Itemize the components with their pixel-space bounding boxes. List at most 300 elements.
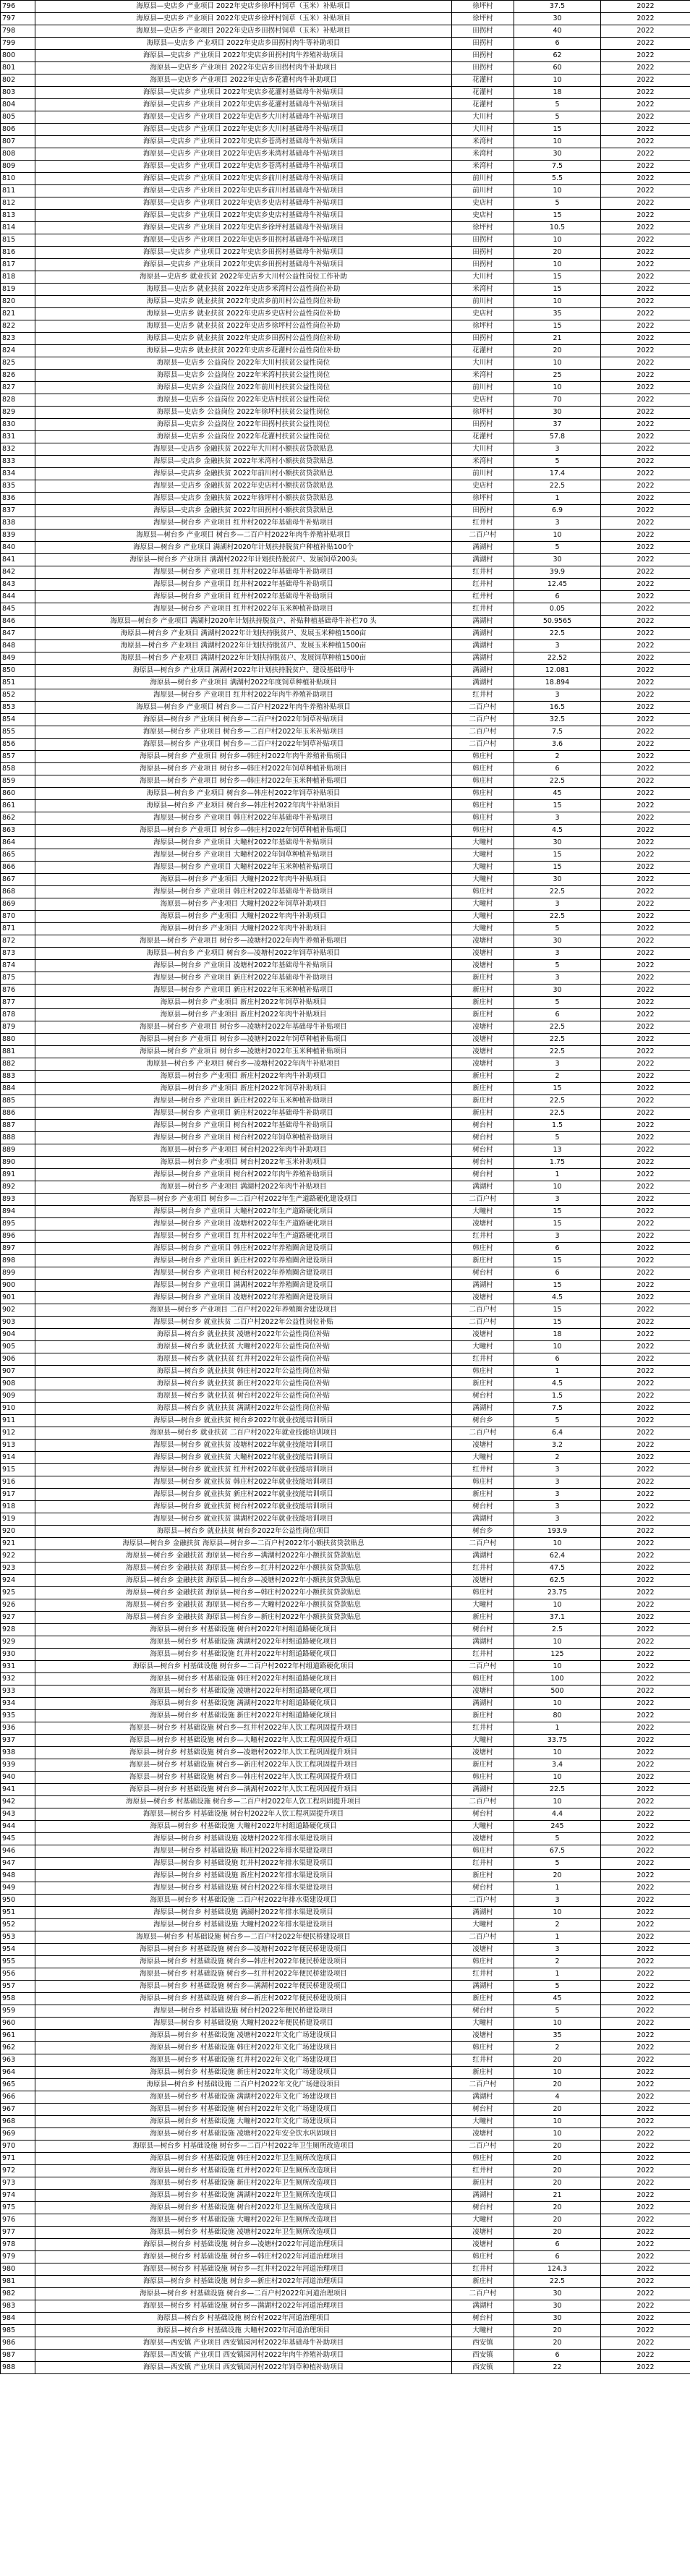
table-row xyxy=(1,566,690,579)
project-name-cell: 海原县—树台乡 村基础设施 满湖村2022年文化广场建设项目 xyxy=(35,2091,452,2104)
project-name-cell: 海原县—史店乡 产业项目 2022年史店乡史店村基础母牛补贴项目 xyxy=(35,210,452,222)
amount-cell: 5 xyxy=(514,1132,601,1144)
year-cell: 2022 xyxy=(601,530,690,542)
table-row xyxy=(1,2239,690,2251)
row-number-cell: 956 xyxy=(1,1968,35,1981)
year-cell: 2022 xyxy=(601,2190,690,2202)
row-number-cell: 864 xyxy=(1,837,35,849)
table-row xyxy=(1,2165,690,2177)
location-cell: 韩庄村 xyxy=(452,1772,514,1784)
row-number-cell: 961 xyxy=(1,2030,35,2042)
location-cell: 韩庄村 xyxy=(452,2042,514,2054)
location-cell: 树台村 xyxy=(452,1501,514,1513)
row-number-cell: 903 xyxy=(1,1317,35,1329)
location-cell: 凌塘村 xyxy=(452,2128,514,2141)
year-cell: 2022 xyxy=(601,911,690,923)
project-name-cell: 海原县—史店乡 公益岗位 2022年大川村扶贫公益性岗位 xyxy=(35,357,452,370)
project-name-cell: 海原县—树台乡 产业项目 树台乡—韩庄村2022年肉牛补贴项目 xyxy=(35,800,452,812)
year-cell: 2022 xyxy=(601,370,690,382)
row-number-cell: 856 xyxy=(1,739,35,751)
amount-cell: 2 xyxy=(514,2042,601,2054)
location-cell: 红井村 xyxy=(452,1858,514,1870)
year-cell: 2022 xyxy=(601,1907,690,1919)
table-row xyxy=(1,419,690,431)
amount-cell: 4.5 xyxy=(514,1378,601,1390)
project-name-cell: 海原县—树台乡 就业扶贫 凌塘村2022年就业技能培训项目 xyxy=(35,1440,452,1452)
location-cell: 满湖村 xyxy=(452,1280,514,1292)
year-cell: 2022 xyxy=(601,124,690,136)
amount-cell: 37 xyxy=(514,419,601,431)
amount-cell: 35 xyxy=(514,2030,601,2042)
table-row xyxy=(1,1563,690,1575)
year-cell: 2022 xyxy=(601,1403,690,1415)
location-cell: 二百户村 xyxy=(452,1661,514,1673)
year-cell: 2022 xyxy=(601,480,690,493)
table-row xyxy=(1,2350,690,2362)
year-cell: 2022 xyxy=(601,1808,690,1821)
year-cell: 2022 xyxy=(601,1624,690,1636)
project-name-cell: 海原县—树台乡 村基础设施 韩庄村2022年村组道路硬化项目 xyxy=(35,1673,452,1686)
table-row xyxy=(1,161,690,173)
amount-cell: 10 xyxy=(514,382,601,394)
row-number-cell: 858 xyxy=(1,763,35,775)
project-name-cell: 海原县—树台乡 产业项目 树台乡—韩庄村2022年饲草种植补贴项目 xyxy=(35,825,452,837)
amount-cell: 3.4 xyxy=(514,1759,601,1772)
project-name-cell: 海原县—树台乡 村基础设施 树台乡—红井村2022年便民桥建设项目 xyxy=(35,1968,452,1981)
amount-cell: 1 xyxy=(514,1882,601,1895)
amount-cell: 15 xyxy=(514,124,601,136)
project-name-cell: 海原县—史店乡 产业项目 2022年史店乡花灌村基础母牛补贴项目 xyxy=(35,87,452,99)
row-number-cell: 984 xyxy=(1,2313,35,2325)
table-row xyxy=(1,1046,690,1058)
row-number-cell: 862 xyxy=(1,812,35,825)
table-row xyxy=(1,1919,690,1931)
year-cell: 2022 xyxy=(601,554,690,566)
location-cell: 新庄村 xyxy=(452,1993,514,2005)
location-cell: 二百户村 xyxy=(452,2079,514,2091)
amount-cell: 40 xyxy=(514,25,601,38)
row-number-cell: 915 xyxy=(1,1464,35,1476)
table-row xyxy=(1,2300,690,2313)
row-number-cell: 881 xyxy=(1,1046,35,1058)
row-number-cell: 957 xyxy=(1,1981,35,1993)
row-number-cell: 892 xyxy=(1,1181,35,1194)
amount-cell: 5 xyxy=(514,2005,601,2018)
location-cell: 大疃村 xyxy=(452,874,514,886)
project-name-cell: 海原县—史店乡 产业项目 2022年史店乡徐坪村基础母牛补贴项目 xyxy=(35,222,452,234)
project-name-cell: 海原县—树台乡 产业项目 凌塘村2022年基础母牛补贴项目 xyxy=(35,960,452,972)
row-number-cell: 894 xyxy=(1,1206,35,1218)
amount-cell: 10 xyxy=(514,530,601,542)
project-name-cell: 海原县—树台乡 产业项目 树台村2022年肉牛养殖补助项目 xyxy=(35,1169,452,1181)
table-row xyxy=(1,2104,690,2116)
row-number-cell: 908 xyxy=(1,1378,35,1390)
row-number-cell: 926 xyxy=(1,1599,35,1612)
location-cell: 二百户村 xyxy=(452,739,514,751)
amount-cell: 15 xyxy=(514,1255,601,1267)
year-cell: 2022 xyxy=(601,1317,690,1329)
project-name-cell: 海原县—树台乡 产业项目 新庄村2022年肉牛补助项目 xyxy=(35,1071,452,1083)
year-cell: 2022 xyxy=(601,1858,690,1870)
table-row xyxy=(1,357,690,370)
project-name-cell: 海原县—史店乡 产业项目 2022年史店乡苍湾村基础母牛补贴项目 xyxy=(35,161,452,173)
amount-cell: 22.5 xyxy=(514,2276,601,2288)
amount-cell: 3 xyxy=(514,1944,601,1956)
project-name-cell: 海原县—史店乡 就业扶贫 2022年史店乡大川村公益性岗位工作补助 xyxy=(35,271,452,284)
location-cell: 米湾村 xyxy=(452,148,514,161)
row-number-cell: 826 xyxy=(1,370,35,382)
location-cell: 树台村 xyxy=(452,2005,514,2018)
table-row xyxy=(1,935,690,948)
project-name-cell: 海原县—树台乡 产业项目 树台村2022年养殖圈舍建设项目 xyxy=(35,1267,452,1280)
year-cell: 2022 xyxy=(601,2350,690,2362)
location-cell: 满湖村 xyxy=(452,1513,514,1526)
amount-cell: 3 xyxy=(514,1489,601,1501)
project-name-cell: 海原县—树台乡 村基础设施 二百户村2022年文化广场建设项目 xyxy=(35,2079,452,2091)
row-number-cell: 814 xyxy=(1,222,35,234)
project-name-cell: 海原县—树台乡 就业扶贫 满湖村2022年公益性岗位补贴 xyxy=(35,1403,452,1415)
location-cell: 新庄村 xyxy=(452,1071,514,1083)
location-cell: 前川村 xyxy=(452,173,514,185)
year-cell: 2022 xyxy=(601,1550,690,1563)
row-number-cell: 979 xyxy=(1,2251,35,2263)
project-name-cell: 海原县—树台乡 产业项目 树台乡—凌塘村2022年肉牛养殖补贴项目 xyxy=(35,935,452,948)
amount-cell: 30 xyxy=(514,13,601,25)
row-number-cell: 799 xyxy=(1,38,35,50)
location-cell: 二百户村 xyxy=(452,726,514,739)
table-row xyxy=(1,1944,690,1956)
location-cell: 满湖村 xyxy=(452,542,514,554)
year-cell: 2022 xyxy=(601,259,690,271)
amount-cell: 10 xyxy=(514,75,601,87)
row-number-cell: 855 xyxy=(1,726,35,739)
location-cell: 二百户村 xyxy=(452,1931,514,1944)
year-cell: 2022 xyxy=(601,2300,690,2313)
table-row xyxy=(1,1071,690,1083)
row-number-cell: 827 xyxy=(1,382,35,394)
location-cell: 大疃村 xyxy=(452,1919,514,1931)
amount-cell: 7.5 xyxy=(514,1403,601,1415)
table-row xyxy=(1,75,690,87)
project-name-cell: 海原县—树台乡 村基础设施 树台乡—凌塘村2022年人饮工程巩固提升项目 xyxy=(35,1747,452,1759)
location-cell: 田拐村 xyxy=(452,25,514,38)
year-cell: 2022 xyxy=(601,1218,690,1230)
year-cell: 2022 xyxy=(601,763,690,775)
year-cell: 2022 xyxy=(601,2042,690,2054)
year-cell: 2022 xyxy=(601,2067,690,2079)
amount-cell: 1.5 xyxy=(514,1120,601,1132)
project-name-cell: 海原县—史店乡 产业项目 2022年史店乡田拐村基础母牛补贴项目 xyxy=(35,259,452,271)
amount-cell: 45 xyxy=(514,788,601,800)
project-name-cell: 海原县—树台乡 村基础设施 树台村2022年河道治理项目 xyxy=(35,2313,452,2325)
table-row xyxy=(1,1329,690,1341)
row-number-cell: 847 xyxy=(1,628,35,640)
table-row xyxy=(1,2042,690,2054)
year-cell: 2022 xyxy=(601,1710,690,1722)
row-number-cell: 940 xyxy=(1,1772,35,1784)
amount-cell: 1 xyxy=(514,1722,601,1735)
amount-cell: 10 xyxy=(514,1796,601,1808)
project-name-cell: 海原县—树台乡 产业项目 新庄村2022年养殖圈舍建设项目 xyxy=(35,1255,452,1267)
location-cell: 田拐村 xyxy=(452,38,514,50)
table-row xyxy=(1,370,690,382)
row-number-cell: 880 xyxy=(1,1034,35,1046)
year-cell: 2022 xyxy=(601,2153,690,2165)
amount-cell: 30 xyxy=(514,985,601,997)
year-cell: 2022 xyxy=(601,1489,690,1501)
amount-cell: 20 xyxy=(514,2141,601,2153)
location-cell: 米湾村 xyxy=(452,136,514,148)
project-name-cell: 海原县—树台乡 村基础设施 凌塘村2022年村组道路硬化项目 xyxy=(35,1686,452,1698)
table-row xyxy=(1,308,690,320)
project-name-cell: 海原县—史店乡 产业项目 2022年史店乡田拐村饲草（玉米）补贴项目 xyxy=(35,25,452,38)
year-cell: 2022 xyxy=(601,923,690,935)
project-name-cell: 海原县—史店乡 产业项目 2022年史店乡田拐村肉牛补助项目 xyxy=(35,62,452,75)
amount-cell: 15 xyxy=(514,1304,601,1317)
location-cell: 二百户村 xyxy=(452,1194,514,1206)
table-row xyxy=(1,1599,690,1612)
table-row xyxy=(1,1956,690,1968)
year-cell: 2022 xyxy=(601,788,690,800)
year-cell: 2022 xyxy=(601,652,690,665)
project-name-cell: 海原县—史店乡 就业扶贫 2022年史店乡米湾村公益性岗位补助 xyxy=(35,284,452,296)
amount-cell: 15 xyxy=(514,800,601,812)
row-number-cell: 917 xyxy=(1,1489,35,1501)
table-row xyxy=(1,50,690,62)
row-number-cell: 851 xyxy=(1,677,35,689)
table-row xyxy=(1,1673,690,1686)
year-cell: 2022 xyxy=(601,197,690,210)
year-cell: 2022 xyxy=(601,849,690,862)
amount-cell: 15 xyxy=(514,1280,601,1292)
location-cell: 红井村 xyxy=(452,1722,514,1735)
year-cell: 2022 xyxy=(601,419,690,431)
location-cell: 凌塘村 xyxy=(452,1747,514,1759)
location-cell: 满湖村 xyxy=(452,2091,514,2104)
location-cell: 前川村 xyxy=(452,468,514,480)
year-cell: 2022 xyxy=(601,271,690,284)
table-row xyxy=(1,628,690,640)
location-cell: 徐坪村 xyxy=(452,493,514,505)
table-row xyxy=(1,739,690,751)
row-number-cell: 968 xyxy=(1,2116,35,2128)
amount-cell: 22.5 xyxy=(514,1784,601,1796)
table-row xyxy=(1,2227,690,2239)
project-name-cell: 海原县—树台乡 产业项目 树台村2022年饲草种植补助项目 xyxy=(35,1132,452,1144)
row-number-cell: 896 xyxy=(1,1230,35,1243)
location-cell: 大川村 xyxy=(452,124,514,136)
amount-cell: 5 xyxy=(514,923,601,935)
table-row xyxy=(1,247,690,259)
year-cell: 2022 xyxy=(601,2313,690,2325)
project-name-cell: 海原县—树台乡 村基础设施 新庄村2022年文化广场建设项目 xyxy=(35,2067,452,2079)
table-row xyxy=(1,2251,690,2263)
location-cell: 凌塘村 xyxy=(452,948,514,960)
row-number-cell: 962 xyxy=(1,2042,35,2054)
year-cell: 2022 xyxy=(601,2116,690,2128)
location-cell: 米湾村 xyxy=(452,284,514,296)
project-name-cell: 海原县—树台乡 村基础设施 二百户村2022年排水渠建设项目 xyxy=(35,1895,452,1907)
amount-cell: 62.5 xyxy=(514,1575,601,1587)
location-cell: 树台村 xyxy=(452,1169,514,1181)
table-row xyxy=(1,530,690,542)
location-cell: 大疃村 xyxy=(452,1452,514,1464)
amount-cell: 22.5 xyxy=(514,1046,601,1058)
table-row xyxy=(1,1181,690,1194)
year-cell: 2022 xyxy=(601,898,690,911)
year-cell: 2022 xyxy=(601,1538,690,1550)
amount-cell: 15 xyxy=(514,320,601,333)
amount-cell: 3 xyxy=(514,1464,601,1476)
amount-cell: 30 xyxy=(514,554,601,566)
location-cell: 大疃村 xyxy=(452,849,514,862)
project-name-cell: 海原县—树台乡 就业扶贫 韩庄村2022年公益性岗位补贴 xyxy=(35,1366,452,1378)
year-cell: 2022 xyxy=(601,2054,690,2067)
amount-cell: 33.75 xyxy=(514,1735,601,1747)
project-name-cell: 海原县—树台乡 村基础设施 树台乡—新庄村2022年便民桥建设项目 xyxy=(35,1993,452,2005)
location-cell: 红井村 xyxy=(452,603,514,616)
amount-cell: 39.9 xyxy=(514,566,601,579)
amount-cell: 5 xyxy=(514,1833,601,1845)
year-cell: 2022 xyxy=(601,1194,690,1206)
year-cell: 2022 xyxy=(601,382,690,394)
project-name-cell: 海原县—树台乡 产业项目 树台乡—凌塘村2022年基础母牛补贴项目 xyxy=(35,1021,452,1034)
row-number-cell: 893 xyxy=(1,1194,35,1206)
table-row xyxy=(1,825,690,837)
location-cell: 树台村 xyxy=(452,1882,514,1895)
project-name-cell: 海原县—树台乡 产业项目 大疃村2022年玉米种植补贴项目 xyxy=(35,862,452,874)
amount-cell: 15 xyxy=(514,1206,601,1218)
amount-cell: 10 xyxy=(514,185,601,197)
row-number-cell: 823 xyxy=(1,333,35,345)
location-cell: 二百户村 xyxy=(452,2141,514,2153)
project-name-cell: 海原县—树台乡 产业项目 树台村2022年基础母牛补助项目 xyxy=(35,1120,452,1132)
table-row xyxy=(1,394,690,407)
row-number-cell: 952 xyxy=(1,1919,35,1931)
project-name-cell: 海原县—树台乡 村基础设施 树台乡—凌塘村2022年便民桥建设项目 xyxy=(35,1944,452,1956)
project-name-cell: 海原县—史店乡 金融扶贫 2022年史店村小额扶贫贷款贴息 xyxy=(35,480,452,493)
location-cell: 史店村 xyxy=(452,394,514,407)
amount-cell: 20 xyxy=(514,2079,601,2091)
year-cell: 2022 xyxy=(601,1120,690,1132)
row-number-cell: 807 xyxy=(1,136,35,148)
row-number-cell: 966 xyxy=(1,2091,35,2104)
project-name-cell: 海原县—树台乡 金融扶贫 海原县—树台乡—大疃村2022年小额扶贫贷款贴息 xyxy=(35,1599,452,1612)
year-cell: 2022 xyxy=(601,345,690,357)
year-cell: 2022 xyxy=(601,2165,690,2177)
amount-cell: 22.5 xyxy=(514,911,601,923)
amount-cell: 20 xyxy=(514,1870,601,1882)
location-cell: 米湾村 xyxy=(452,456,514,468)
amount-cell: 2 xyxy=(514,1919,601,1931)
location-cell: 满湖村 xyxy=(452,1636,514,1649)
location-cell: 凌塘村 xyxy=(452,1292,514,1304)
row-number-cell: 877 xyxy=(1,997,35,1009)
project-name-cell: 海原县—树台乡 金融扶贫 海原县—树台乡—满湖村2022年小额扶贫贷款贴息 xyxy=(35,1550,452,1563)
row-number-cell: 844 xyxy=(1,591,35,603)
location-cell: 树台村 xyxy=(452,1132,514,1144)
amount-cell: 22 xyxy=(514,2362,601,2374)
table-row xyxy=(1,1649,690,1661)
project-name-cell: 海原县—树台乡 产业项目 新庄村2022年基础母牛补助项目 xyxy=(35,1108,452,1120)
table-row xyxy=(1,407,690,419)
year-cell: 2022 xyxy=(601,1206,690,1218)
year-cell: 2022 xyxy=(601,948,690,960)
amount-cell: 2.5 xyxy=(514,1624,601,1636)
year-cell: 2022 xyxy=(601,1427,690,1440)
amount-cell: 10 xyxy=(514,1599,601,1612)
amount-cell: 10 xyxy=(514,2067,601,2079)
table-row xyxy=(1,2313,690,2325)
amount-cell: 3 xyxy=(514,1230,601,1243)
year-cell: 2022 xyxy=(601,1612,690,1624)
project-name-cell: 海原县—树台乡 村基础设施 凌塘村2022年排水渠建设项目 xyxy=(35,1833,452,1845)
table-row xyxy=(1,1833,690,1845)
year-cell: 2022 xyxy=(601,1981,690,1993)
table-row xyxy=(1,2018,690,2030)
location-cell: 徐坪村 xyxy=(452,222,514,234)
year-cell: 2022 xyxy=(601,628,690,640)
location-cell: 凌塘村 xyxy=(452,1046,514,1058)
amount-cell: 62.4 xyxy=(514,1550,601,1563)
location-cell: 满湖村 xyxy=(452,628,514,640)
amount-cell: 20 xyxy=(514,2202,601,2214)
row-number-cell: 874 xyxy=(1,960,35,972)
row-number-cell: 897 xyxy=(1,1243,35,1255)
amount-cell: 10 xyxy=(514,2018,601,2030)
table-row xyxy=(1,1624,690,1636)
project-name-cell: 海原县—树台乡 产业项目 满湖村2022年计划扶持脱贫户、发展饲草200头 xyxy=(35,554,452,566)
table-row xyxy=(1,1476,690,1489)
table-row xyxy=(1,1993,690,2005)
location-cell: 田拐村 xyxy=(452,50,514,62)
year-cell: 2022 xyxy=(601,886,690,898)
table-row xyxy=(1,38,690,50)
row-number-cell: 815 xyxy=(1,234,35,247)
project-name-cell: 海原县—树台乡 就业扶贫 树台乡2022年公益性岗位项目 xyxy=(35,1526,452,1538)
table-row xyxy=(1,1698,690,1710)
location-cell: 韩庄村 xyxy=(452,2153,514,2165)
table-row xyxy=(1,1120,690,1132)
row-number-cell: 967 xyxy=(1,2104,35,2116)
project-name-cell: 海原县—史店乡 金融扶贫 2022年前川村小额扶贫贷款贴息 xyxy=(35,468,452,480)
amount-cell: 15 xyxy=(514,284,601,296)
year-cell: 2022 xyxy=(601,1230,690,1243)
row-number-cell: 899 xyxy=(1,1267,35,1280)
table-row xyxy=(1,1895,690,1907)
year-cell: 2022 xyxy=(601,1353,690,1366)
location-cell: 大疃村 xyxy=(452,2116,514,2128)
table-row xyxy=(1,1341,690,1353)
row-number-cell: 919 xyxy=(1,1513,35,1526)
year-cell: 2022 xyxy=(601,505,690,517)
row-number-cell: 868 xyxy=(1,886,35,898)
row-number-cell: 843 xyxy=(1,579,35,591)
location-cell: 大疃村 xyxy=(452,2214,514,2227)
year-cell: 2022 xyxy=(601,431,690,443)
row-number-cell: 981 xyxy=(1,2276,35,2288)
table-row xyxy=(1,2153,690,2165)
amount-cell: 4.4 xyxy=(514,1808,601,1821)
location-cell: 米湾村 xyxy=(452,161,514,173)
table-row xyxy=(1,1427,690,1440)
project-name-cell: 海原县—史店乡 就业扶贫 2022年史店乡花灌村公益性岗位补助 xyxy=(35,345,452,357)
year-cell: 2022 xyxy=(601,1378,690,1390)
project-name-cell: 海原县—树台乡 就业扶贫 满湖村2022年就业技能培训项目 xyxy=(35,1513,452,1526)
table-row xyxy=(1,2079,690,2091)
amount-cell: 3 xyxy=(514,948,601,960)
table-row xyxy=(1,923,690,935)
